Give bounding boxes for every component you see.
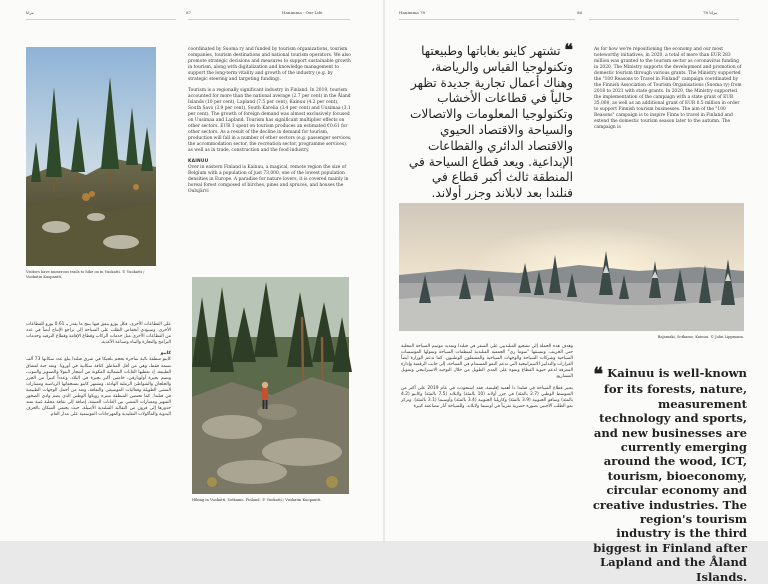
section-heading: KAINUU xyxy=(188,159,209,164)
forest-trail-photo xyxy=(26,47,156,266)
english-paragraph: Over in eastern Finland is Kainuu, a magical, remote region the size of Belgium with a population of just 73,000, one of the lowest population densities in Europe. A paradise for nature lovers, it is covered mainly in boreal forest composed of birches, pines and spruces, and houses the Oulujärvi xyxy=(188,165,349,194)
arabic-quote-text: تشتهر كاينو بغاباتها وطبيعتها وتكنولوجيا القياس والرياضة، وهناك أعمال تجارية جديدة تظهر حالياً في قطاعات الأخشاب وتكنولوجيا المعلومات والاتصالات والسياحة والاقتصاد الحيوي والاقتصاد الدائري والقطاعات الإبداعية. ويعد قطاع السياحة في المنطقة ثالث أكبر قطاع في فنلندا بعد لابلاند وجزر أولاند. xyxy=(408,44,573,201)
header-rule xyxy=(26,19,176,20)
arabic-paragraph: كاينو منطقة نائية ساحرة بحجم بلجيكا في شرق فنلندا يبلغ عدد سكانها 73 ألف نسمة فقط، وهي من أقل المناطق كثافة سكانية في أوروبا. وتعد جنة لعشاق الطبيعة، إذ تغطيها الغابات الشمالية المكونة من أشجار البتولا والصنوبر والتنوب، وتضم بحيرة أولويارفي، خامس أكبر بحيرة في البلاد، وعدداً كبيراً من الجزر والخلجان والشواطئ الرملية الهادئة. وتشتهر كاينو بمنتجعاتها الرياضية ومسارات المشي الطويلة وفعاليات الموسيقى والثقافة، وتعد من أجمل الوجهات الطبيعية في فنلندا. كما تحتضن المنطقة متنزه رويكوا الوطني الذي يضم وادي الصخور الشهير ومسارات المشي بين الغابات العتيقة، إضافة إلى ثقافة محلية غنية تمتد جذورها إلى قرون من التقاليد الفنلندية الأصيلة، حيث يحتفي السكان بالحرف اليدوية والمأكولات التقليدية والمهرجانات الموسمية على مدار العام. xyxy=(26,357,172,418)
winter-landscape-photo xyxy=(399,203,744,331)
arabic-pull-quote xyxy=(401,42,573,202)
page-number: 87 xyxy=(186,10,192,15)
arabic-body xyxy=(26,322,171,423)
arabic-paragraph: وهدف هذه الحملة إلى تشجيع الفنلنديين على السفر في فنلندا وتمديد موسم السياحة المحلية حتى الخريف. وتنسقها "سوما ري" الجمعية الفنلندية لمنظمات السياحة وتمولها المؤسسات السياحية وشركات السياحة والوجهات السياحية والمشغلون الوطنيون. كما تدعم الوزارة أيضاً القرارات والتدابير الاستراتيجية التي تدعم النمو المستدام في السياحة، إلى جانب الرقمنة وإدارة المعرفة لدعم حيوية القطاع ونموه على المدى الطويل من خلال التوجيه الاستراتيجي وتمويل المشاريع. xyxy=(401,344,573,380)
running-head-right: مراثا 78 xyxy=(703,10,718,15)
english-paragraph: As for how we're repositioning the economy and our most noteworthy initiatives, in 2020, a total of more than EUR 283 million was granted to the tourism sector as coronavirus funding in 2020. The Ministry supports the development and promotion of domestic tourism through various grants. The Ministry supported the "100 Reasons to Travel in Finland" campaign coordinated by the Finnish Association of Tourism Organisations (Suoma ry) from 2018 to 2021 with state grants. In 2020, the Ministry supported the implementation of the campaign with a state grant of EUR 35,000, as well as an additional grant of EUR 0.5 million in order to support Finnish tourism businesses. The aim of the "100 Reasons" campaign is to inspire Finns to travel in Finland and extend the domestic tourism season later to the autumn. The campaign is xyxy=(594,47,742,130)
running-head-left: مراثا xyxy=(26,10,34,15)
english-body xyxy=(594,47,744,136)
left-page xyxy=(0,0,383,541)
english-paragraph: Tourism is a regionally significant industry in Finland. In 2019, tourism accounted for more than the national average (2.7 per cent) in the Åland Islands (10 per cent), Lapland (7.5 per cent), Kainuu (4.2 per cent), South Savo (3.9 per cent), South Karelia (3.4 per cent) and Uusimaa (3.1 per cent). The growth of foreign demand was almost exclusively focused on Uusimaa and Lapland. Tourism has significant multiplier effects on other sectors. EUR 1 spent on tourism produces an estimated €0.61 for other sectors. As a result of the decline in demand for tourism, production will fall in a number of other sectors (e.g. passenger services, the accommodation sector, the recreation sector, programme services), as well as in trade, construction and the food industry. xyxy=(188,88,352,153)
header-rule xyxy=(399,19,575,20)
english-body xyxy=(188,47,352,200)
photo-caption: Visitors have numerous trails to hike on in Vuokatti. © Vuokatti / Vuokatin Kuopantti. xyxy=(26,270,145,279)
running-head-left: Hanimma 78 xyxy=(399,10,426,15)
right-page xyxy=(385,0,768,584)
quote-mark-icon: ❝ xyxy=(564,40,573,59)
page-number: 86 xyxy=(577,10,583,15)
english-paragraph: coordinated by Suoma ry and funded by tourism organizations, tourism companies, tourism destinations and national tourism operators. We also promote strategic decisions and measures to support sustainable growth in tourism, along with digitalization and knowledge management to support the long-term vitality and growth of the industry (e.g. by strategic steering and targeting funding). xyxy=(188,47,351,82)
arabic-paragraph: على القطاعات الأخرى. فكل يورو ينفق فيها ينتج ما يقدر بـ 0.61 يورو للقطاعات الأخرى. وسيؤدي انخفاض الطلب على السياحة إلى تراجع الإنتاج أيضاً في عدد من القطاعات الأخرى مثل خدمات الركاب وقطاع الإقامة وقطاع الترفيه وخدمات البرامج والتجارة والبناء وصناعة الأغذية. xyxy=(26,322,171,346)
arabic-section-heading: كاينو xyxy=(160,351,171,357)
photo-caption: Rajamaki, Sotkamo, Kainuu. © John Lippmann. xyxy=(657,335,744,339)
running-head-right: Hanimma · Our Life xyxy=(282,10,323,15)
header-rule xyxy=(188,19,350,20)
arabic-body xyxy=(401,344,573,415)
english-quote-text: Kainuu is well-known for its forests, nature, measurement technology and sports, and new businesses are currently emerging around the wood, ICT, tourism, bioeconomy, circular economy and creative industries. The region's tourism industry is the third biggest in Finland after Lapland and the Åland Islands. xyxy=(592,366,747,584)
hiking-photo xyxy=(192,277,349,494)
quote-mark-icon: ❝ xyxy=(593,364,604,385)
english-pull-quote xyxy=(583,366,747,584)
photo-caption: Hiking in Vuokatti, Sotkamo, Finland. © Vuokatti / Vuokatin Kuopantti. xyxy=(192,498,322,502)
header-rule xyxy=(589,19,739,20)
arabic-paragraph: يعتبر قطاع السياحة في فنلندا ذا أهمية إقليمية. فقد استحوذت في عام 2019 على أكثر من المتوسط الوطني (2.7 بالمئة) في جزر أولاند (10 بالمئة) ولابلاند (7.5 بالمئة) وكاينو (4.2 بالمئة) وسافو الجنوبية (3.9 بالمئة) وكاريليا الجنوبية (3.4 بالمئة) وأوسيما (3.1 بالمئة). وتركز نمو الطلب الأجنبي بصورة حصرية تقريباً في أوسيما ولابلاند. وللسياحة آثار مضاعفة كبيرة xyxy=(401,385,573,409)
